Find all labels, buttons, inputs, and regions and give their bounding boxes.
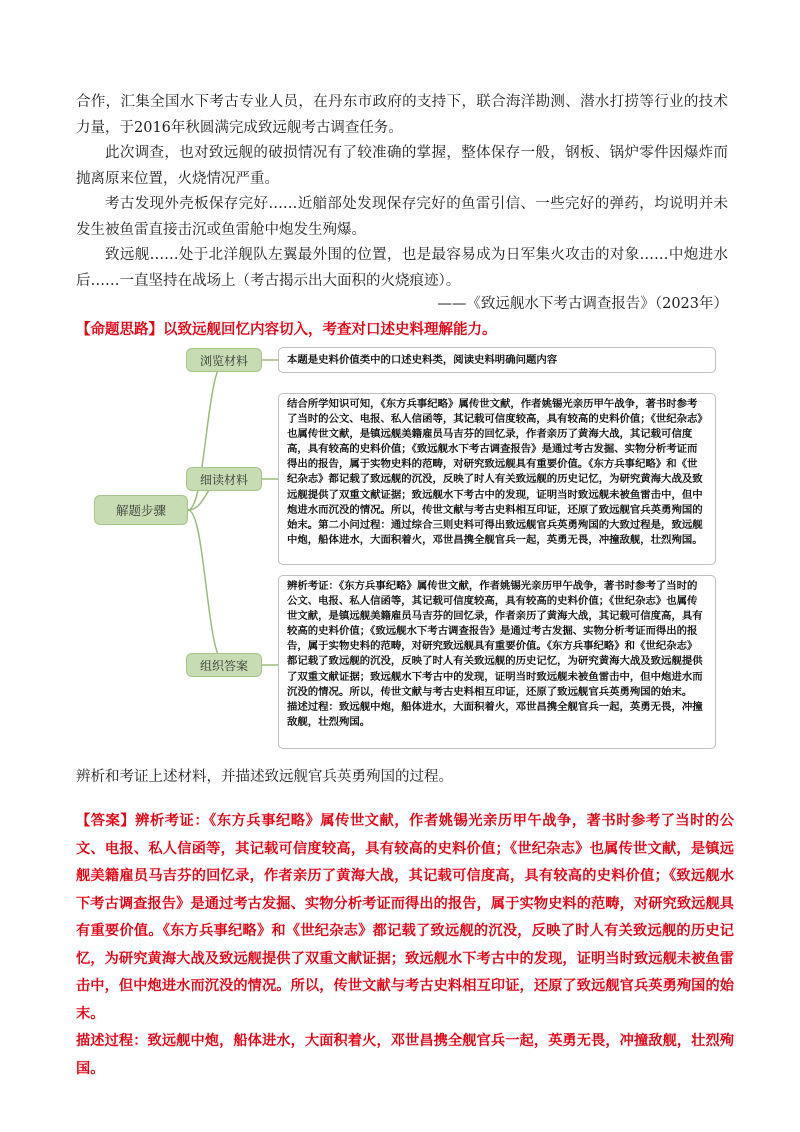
content-text: 辨析考证：《东方兵事纪略》属传世文献，作者姚锡光亲历甲午战争，著书时参考了当时的公文、电报、私人信函等，其记载可信度较高，具有较高的史料价值；《世纪杂志》也属传世文献，是镇远舰美籍雇员马吉芬的回忆录，作者亲历了黄海大战，其记载可信度高，具有较高的史料价值；《致远舰水下考古调查报告》是通过考古发掘、实物分析考证而得出的报告，属于实物史料的范畴，对研究致远舰具有重要价值。《东方兵事纪略》和《世纪杂志》都记载了致远舰的沉没，反映了时人有关致远舰的历史记忆，为研究黄海大战及致远舰提供了双重文献证据；致远舰水下考古中的发现，证明当时致远舰未被鱼雷击中，但中炮进水而沉没的情况。所以，传世文献与考古史料相互印证，还原了致远舰官兵英勇殉国的始末。 bbox=[287, 580, 703, 698]
mindmap-content-organize bbox=[278, 575, 716, 749]
passage-paragraph: 此次调查，也对致远舰的破损情况有了较准确的掌握，整体保存一般，钢板、锅炉零件因爆炸而抛离原来位置，火烧情况严重。 bbox=[76, 145, 728, 187]
passage-paragraph: 考古发现外壳板保存完好……近艏部处发现保存完好的鱼雷引信、一些完好的弹药，均说明并未发生被鱼雷直接击沉或鱼雷舱中炮发生殉爆。 bbox=[76, 196, 728, 238]
answer-block bbox=[76, 808, 734, 1083]
content-text: 本题是史料价值类中的口述史料类，阅读史料明确问题内容 bbox=[287, 354, 558, 366]
passage-source: ——《致远舰水下考古调查报告》（2023年） bbox=[437, 296, 728, 312]
content-text: 结合所学知识可知，《东方兵事纪略》属传世文献，作者姚锡光亲历甲午战争，著书时参考了当时的公文、电报、私人信函等，其记载可信度较高，具有较高的史料价值；《世纪杂志》也属传世文献，是镇远舰美籍雇员马吉芬的回忆录，作者亲历了黄海大战，其记载可信度高，具有较高的史料价值；《致远舰水下考古调查报告》是通过考古发掘、实物分析考证而得出的报告，属于实物史料的范畴，对研究致远舰具有重要价值。《东方兵事纪略》和《世纪杂志》都记载了致远舰的沉没，反映了时人有关致远舰的历史记忆，为研究黄海大战及致远舰提供了双重文献证据；致远舰水下考古中的发现，证明当时致远舰未被鱼雷击中，但中炮进水而沉没的情况。所以，传世文献与考古史料相互印证，还原了致远舰官兵英勇殉国的始末。第二小问过程：通过综合三则史料可得出致远舰官兵英勇殉国的大致过程是，致远舰中炮，船体进水，大面积着火，邓世昌携全舰官兵一起，英勇无畏，冲撞敌舰，壮烈殉国。 bbox=[287, 398, 703, 546]
connector-line bbox=[188, 510, 226, 665]
answer-analysis: 【答案】辨析考证：《东方兵事纪略》属传世文献，作者姚锡光亲历甲午战争，著书时参考了当时的公文、电报、私人信函等，其记载可信度较高，具有较高的史料价值；《世纪杂志》也属传世文献，是镇远舰美籍雇员马吉芬的回忆录，作者亲历了黄海大战，其记载可信度高，具有较高的史料价值；《致远舰水下考古调查报告》是通过考古发掘、实物分析考证而得出的报告，属于实物史料的范畴，对研究致远舰具有重要价值。《东方兵事纪略》和《世纪杂志》都记载了致远舰的沉没，反映了时人有关致远舰的历史记忆，为研究黄海大战及致远舰提供了双重文献证据；致远舰水下考古中的发现，证明当时致远舰未被鱼雷击中，但中炮进水而沉没的情况。所以，传世文献与考古史料相互印证，还原了致远舰官兵英勇殉国的始末。 bbox=[76, 813, 734, 1022]
mindmap-branch-browse: 浏览材料 bbox=[186, 348, 262, 372]
mindmap-content-read bbox=[278, 393, 716, 565]
mindmap-branch-read: 细读材料 bbox=[186, 467, 262, 491]
source-passage bbox=[76, 90, 728, 294]
content-text: 描述过程：致远舰中炮，船体进水，大面积着火，邓世昌携全舰官兵一起，英勇无畏，冲撞敌舰，壮烈殉国。 bbox=[287, 700, 703, 728]
question-idea-heading: 【命题思路】以致远舰回忆内容切入，考查对口述史料理解能力。 bbox=[76, 322, 497, 338]
mindmap-root-node: 解题步骤 bbox=[94, 495, 188, 525]
mindmap-branch-organize: 组织答案 bbox=[186, 653, 262, 677]
answer-process: 描述过程：致远舰中炮，船体进水，大面积着火，邓世昌携全舰官兵一起，英勇无畏，冲撞敌舰，壮烈殉国。 bbox=[76, 1033, 734, 1077]
solution-mindmap bbox=[76, 345, 726, 755]
question-text: 辨析和考证上述材料，并描述致远舰官兵英勇殉国的过程。 bbox=[76, 769, 453, 785]
passage-paragraph: 致远舰……处于北洋舰队左翼最外围的位置，也是最容易成为日军集火攻击的对象……中炮进水后……一直坚持在战场上（考古揭示出大面积的火烧痕迹）。 bbox=[76, 247, 728, 289]
passage-paragraph: 合作，汇集全国水下考古专业人员，在丹东市政府的支持下，联合海洋勘测、潜水打捞等行业的技术力量，于2016年秋圆满完成致远舰考古调查任务。 bbox=[76, 94, 728, 136]
mindmap-content-browse bbox=[278, 347, 716, 373]
